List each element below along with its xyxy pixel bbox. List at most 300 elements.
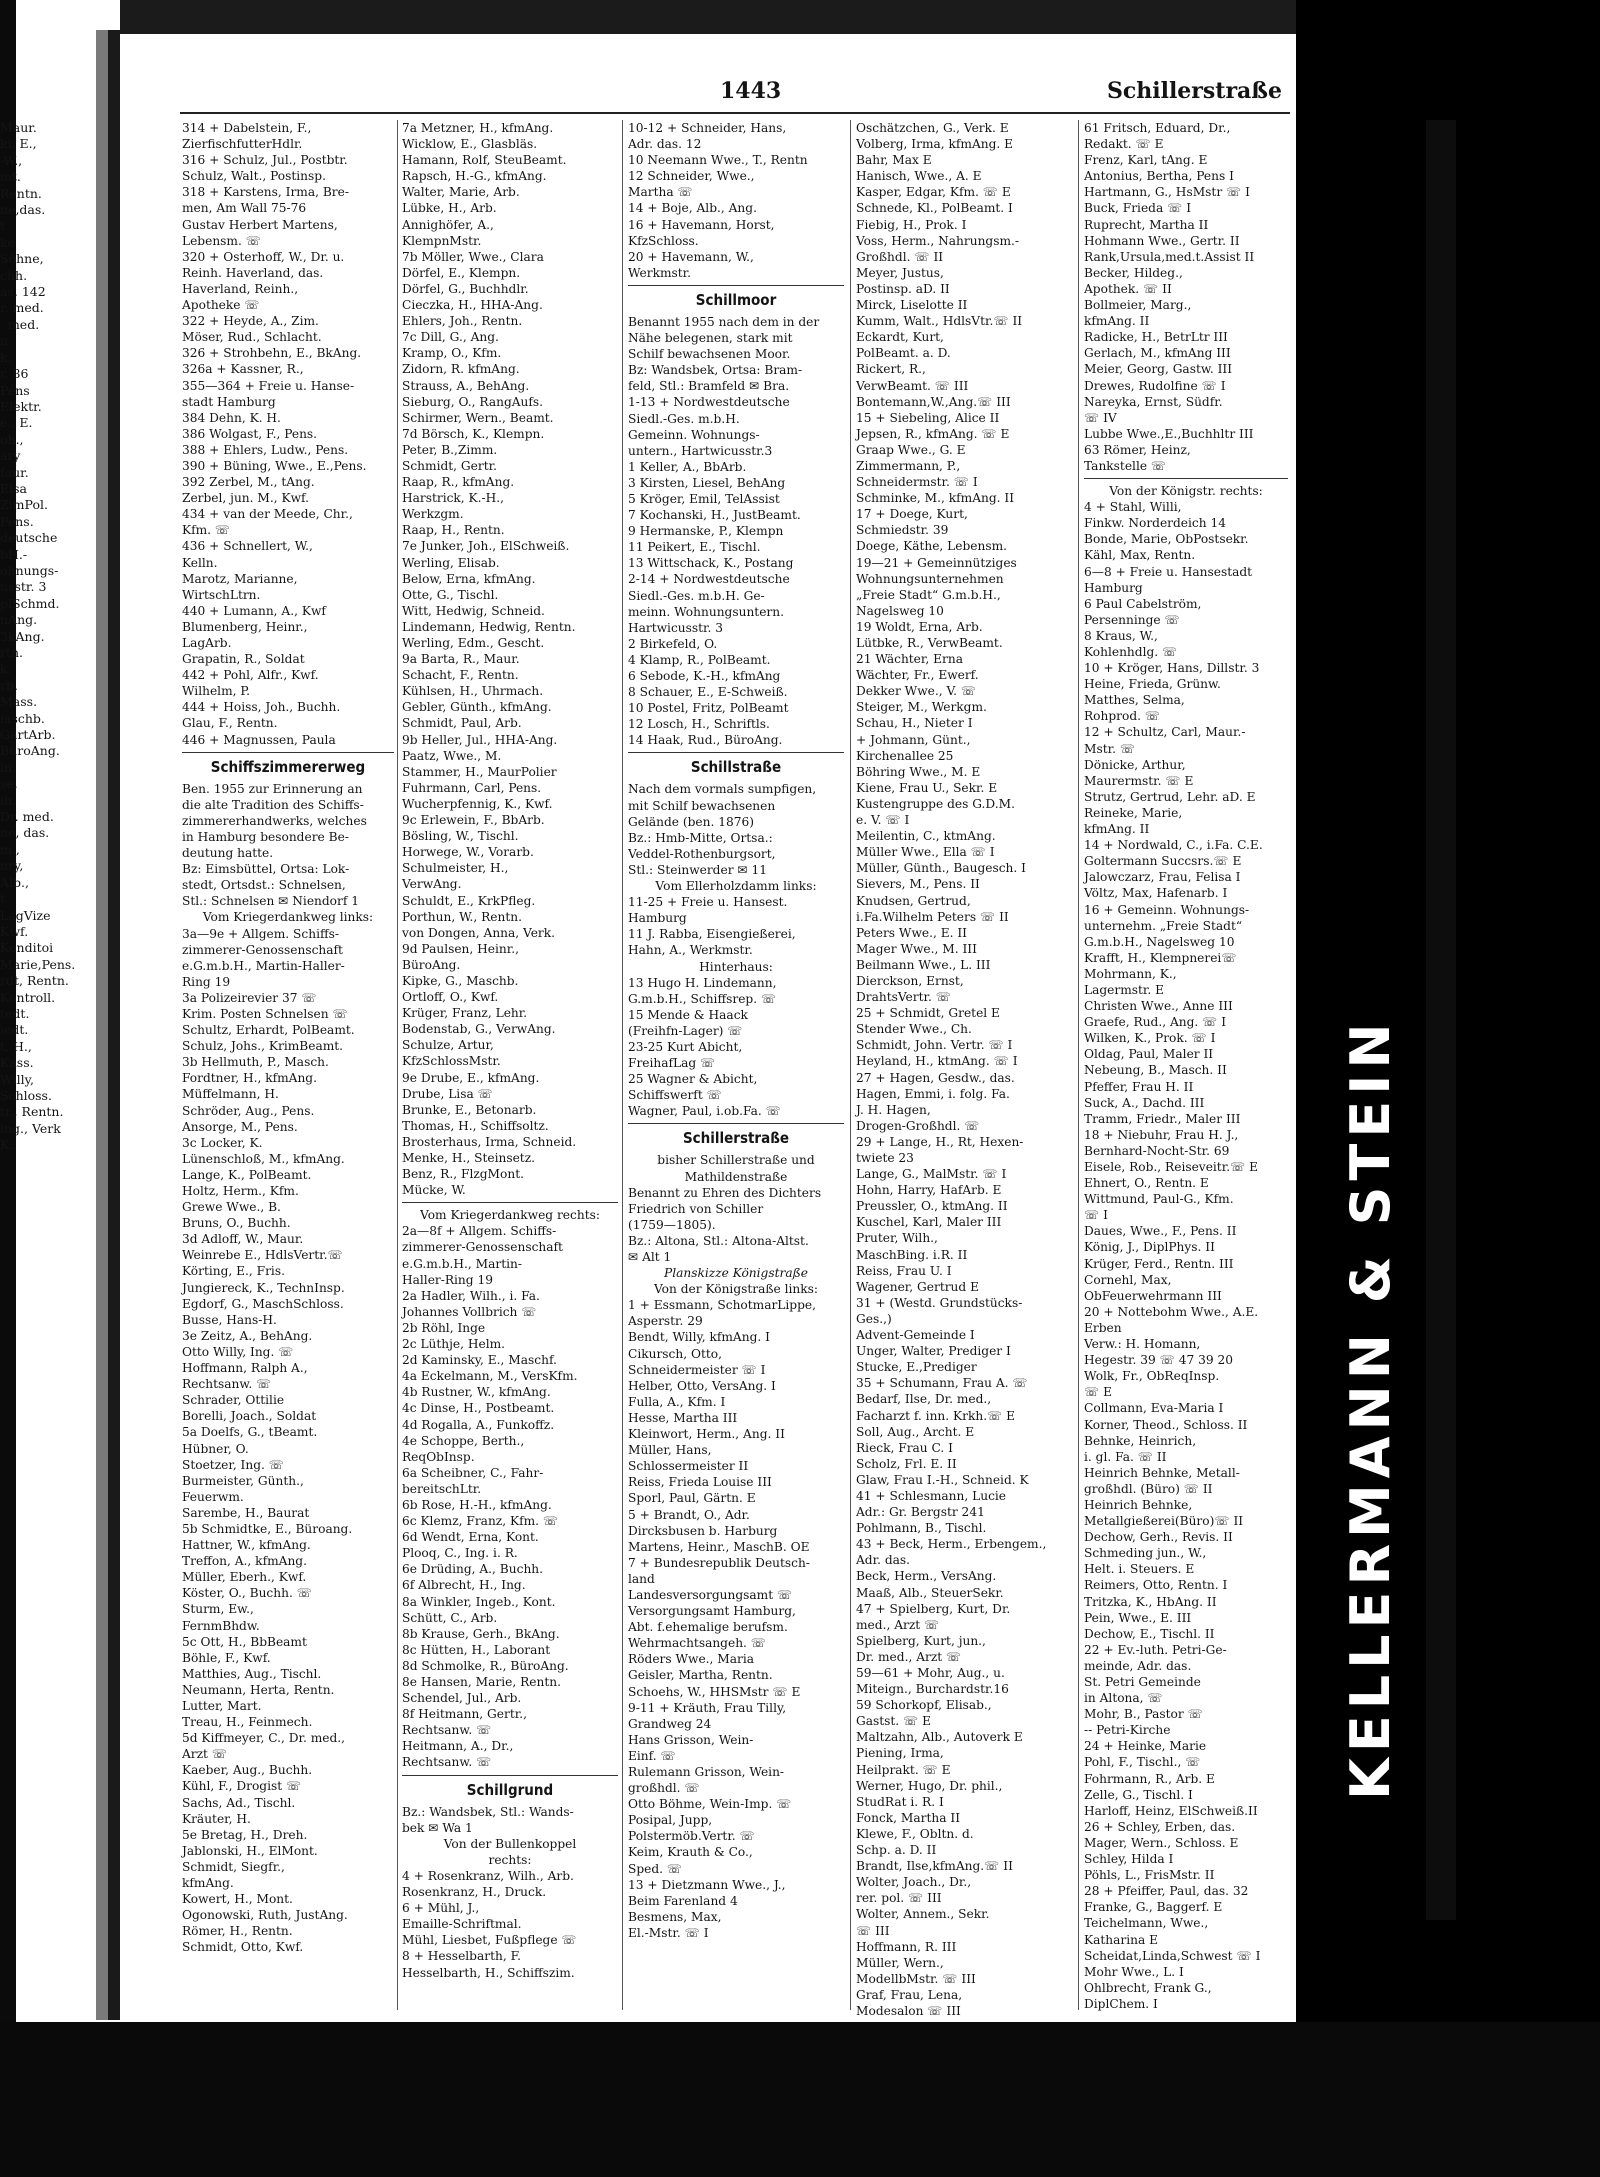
- directory-entry-line: großhdl. ☏: [628, 1781, 700, 1796]
- directory-entry-line: 10 + Kröger, Hans, Dillstr. 3: [1084, 661, 1260, 676]
- directory-entry-line: 17 + Doege, Kurt,: [856, 507, 968, 522]
- directory-entry-line: 20 + Havemann, W.,: [628, 249, 754, 264]
- directory-entry-line: Heinrich Behnke,: [1084, 1497, 1193, 1512]
- subsection-label: bisher Schillerstraße und: [657, 1153, 815, 1168]
- directory-entry-line: Schmidt, Gertr.: [402, 458, 497, 473]
- scan-bottom-background: [0, 2022, 1600, 2177]
- directory-entry-line: Pohlmann, B., Tischl.: [856, 1521, 987, 1536]
- directory-entry-line: Helber, Otto, VersAng. I: [628, 1378, 776, 1393]
- previous-page-fragment: nry,: [0, 858, 24, 874]
- directory-entry-line: Lubbe Wwe.,E.,Buchhltr III: [1084, 426, 1254, 441]
- directory-entry-line: Suck, A., Dachd. III: [1084, 1095, 1205, 1110]
- directory-entry-line: Schütt, C., Arb.: [402, 1610, 498, 1625]
- directory-entry-line: Schmidt, Paul, Arb.: [402, 716, 522, 731]
- directory-entry-line: VerwBeamt. ☏ III: [856, 378, 969, 393]
- directory-entry-line: Rulemann Grisson, Wein-: [628, 1765, 785, 1779]
- directory-entry-line: 6 Sebode, K.-H., kfmAng: [628, 669, 781, 683]
- directory-entry-line: Mühl, Liesbet, Fußpflege ☏: [402, 1933, 577, 1948]
- directory-entry-line: kfmAng. II: [1084, 314, 1150, 329]
- directory-entry-line: 7b Möller, Wwe., Clara: [402, 249, 544, 264]
- directory-entry-line: e.G.m.b.H., Martin-Haller-: [182, 958, 345, 973]
- previous-page-fragment: Rentn.: [0, 185, 42, 201]
- column-divider: [850, 120, 851, 2010]
- directory-entry-line: Römer, H., Rentn.: [182, 1924, 293, 1939]
- directory-entry-line: Graf, Frau, Lena,: [856, 1987, 963, 2002]
- directory-entry-line: Marotz, Marianne,: [182, 571, 298, 586]
- directory-entry-line: Piening, Irma,: [856, 1746, 944, 1761]
- directory-entry-line: Sped. ☏: [628, 1861, 683, 1876]
- directory-entry-line: Lange, K., PolBeamt.: [182, 1167, 312, 1182]
- directory-entry-line: 1 + Essmann, SchotmarLippe,: [628, 1298, 816, 1313]
- directory-entry-line: Neumann, Herta, Rentn.: [182, 1682, 335, 1697]
- directory-entry-line: die alte Tradition des Schiffs-: [182, 797, 364, 812]
- previous-page-fragment: oh.,: [0, 431, 24, 447]
- directory-entry-line: 35 + Schumann, Frau A. ☏: [856, 1376, 1028, 1391]
- page-number: 1443: [720, 78, 782, 104]
- directory-entry-line: Ruprecht, Martha II: [1084, 217, 1209, 232]
- directory-entry-line: Eisele, Rob., Reiseveitr.☏ E: [1084, 1160, 1259, 1174]
- directory-entry-line: Buck, Frieda ☏ I: [1084, 201, 1192, 216]
- directory-entry-line: Asperstr. 29: [628, 1314, 703, 1329]
- directory-entry-line: 4a Eckelmann, M., VersKfm.: [402, 1369, 578, 1384]
- directory-entry-line: Schultz, Erhardt, PolBeamt.: [182, 1023, 355, 1038]
- directory-entry-line: 6 Paul Cabelström,: [1084, 596, 1202, 611]
- directory-entry-line: 444 + Hoiss, Joh., Buchh.: [182, 700, 341, 715]
- previous-page-fragment: Marie,Pens.: [0, 956, 76, 972]
- directory-entry-line: Sieburg, O., RangAufs.: [402, 394, 544, 409]
- directory-entry-line: Hoffmann, R. III: [856, 1939, 957, 1954]
- directory-entry-line: Rechtsanw. ☏: [182, 1377, 272, 1392]
- directory-entry-line: Beilmann Wwe., L. III: [856, 957, 991, 972]
- directory-entry-line: 6—8 + Freie u. Hansestadt: [1084, 564, 1253, 579]
- directory-column-2: [402, 120, 618, 2010]
- directory-entry-line: Wilhelm, P.: [182, 684, 250, 699]
- directory-entry-line: Rosenkranz, H., Druck.: [402, 1885, 547, 1900]
- directory-entry-line: 29 + Lange, H., Rt, Hexen-: [856, 1134, 1024, 1149]
- directory-entry-line: Graap Wwe., G. E: [856, 442, 966, 457]
- directory-entry-line: ReqObInsp.: [402, 1449, 475, 1464]
- directory-entry-line: 28 + Pfeiffer, Paul, das. 32: [1084, 1884, 1249, 1899]
- previous-page-fragment: rb.: [0, 677, 18, 693]
- previous-page-fragment: Pens.: [0, 513, 34, 529]
- directory-entry-line: Stoetzer, Ing. ☏: [182, 1457, 285, 1472]
- directory-entry-line: Strauss, A., BehAng.: [402, 378, 530, 393]
- subsection-label: Von der Königstraße links:: [654, 1282, 818, 1297]
- directory-entry-line: 316 + Schulz, Jul., Postbtr.: [182, 153, 348, 168]
- directory-entry-line: Harstrick, K.-H.,: [402, 491, 505, 506]
- directory-entry-line: Radicke, H., BetrLtr III: [1084, 330, 1228, 345]
- directory-entry-line: Jalowczarz, Frau, Felisa I: [1084, 870, 1241, 885]
- directory-entry-line: Einf. ☏: [628, 1748, 676, 1763]
- directory-entry-line: Doege, Käthe, Lebensm.: [856, 539, 1008, 554]
- page-top-shadow: [120, 0, 1296, 34]
- directory-entry-line: Weinrebe E., HdlsVertr.☏: [182, 1248, 343, 1263]
- directory-entry-line: 5a Doelfs, G., tBeamt.: [182, 1425, 318, 1440]
- previous-page-fragment: Kass.: [0, 1055, 34, 1071]
- directory-entry-line: Treau, H., Feinmech.: [182, 1715, 313, 1730]
- directory-entry-line: Wicklow, E., Glasbläs.: [402, 137, 538, 152]
- directory-entry-line: Hahn, A., Werkmstr.: [628, 943, 753, 958]
- directory-entry-line: (Freihfn-Lager) ☏: [628, 1023, 743, 1038]
- directory-entry-line: 7e Junker, Joh., ElSchweiß.: [402, 539, 570, 554]
- directory-entry-line: 3b Hellmuth, P., Masch.: [182, 1055, 329, 1070]
- directory-entry-line: G.m.b.H., Schiffsrep. ☏: [628, 991, 777, 1006]
- directory-entry-line: 11 J. Rabba, Eisengießerei,: [628, 927, 796, 942]
- directory-entry-line: Mager, Wern., Schloss. E: [1084, 1835, 1239, 1850]
- directory-entry-line: Dönicke, Arthur,: [1084, 757, 1186, 772]
- section-separator: [628, 752, 844, 753]
- previous-page-fragment: Kwf.: [0, 923, 29, 939]
- directory-entry-line: Sarembe, H., Baurat: [182, 1505, 310, 1520]
- directory-entry-line: Pöhls, L., FrisMstr. II: [1084, 1868, 1215, 1883]
- directory-entry-line: Zimmermann, P.,: [856, 458, 961, 473]
- directory-entry-line: Nebeung, B., Masch. II: [1084, 1063, 1227, 1078]
- directory-entry-line: Kasper, Edgar, Kfm. ☏ E: [856, 185, 1011, 200]
- directory-entry-line: Sachs, Ad., Tischl.: [182, 1795, 296, 1810]
- directory-entry-line: Ges.,): [856, 1311, 892, 1326]
- directory-entry-line: Lütbke, R., VerwBeamt.: [856, 636, 1003, 650]
- directory-entry-line: Apotheke ☏: [182, 298, 260, 313]
- directory-entry-line: Persenninge ☏: [1084, 612, 1180, 627]
- directory-entry-line: i.Fa.Wilhelm Peters ☏ II: [856, 909, 1009, 924]
- directory-entry-line: 436 + Schnellert, W.,: [182, 539, 313, 554]
- directory-entry-line: Kustengruppe des G.D.M.: [856, 796, 1015, 811]
- directory-entry-line: Porthun, W., Rentn.: [402, 909, 522, 924]
- directory-entry-line: FreihafLag ☏: [628, 1056, 716, 1071]
- directory-entry-line: Hoffmann, Ralph A.,: [182, 1361, 308, 1376]
- directory-entry-line: Fulla, A., Kfm. I: [628, 1394, 726, 1409]
- directory-entry-line: Voss, Herm., Nahrungsm.-: [856, 233, 1020, 248]
- directory-entry-line: 22 + Ev.-luth. Petri-Ge-: [1084, 1642, 1227, 1657]
- directory-entry-line: Hartmann, G., HsMstr ☏ I: [1084, 185, 1250, 200]
- directory-entry-line: Wagner, Paul, i.ob.Fa. ☏: [628, 1104, 781, 1119]
- directory-entry-line: Volberg, Irma, kfmAng. E: [856, 137, 1014, 152]
- directory-entry-line: Cieczka, H., HHA-Ang.: [402, 298, 543, 313]
- directory-entry-line: Brunke, E., Betonarb.: [402, 1102, 537, 1117]
- directory-entry-line: Schendel, Jul., Arb.: [402, 1691, 522, 1706]
- directory-entry-line: Dörfel, G., Buchhdlr.: [402, 281, 529, 296]
- previous-page-fragment: r. med.: [0, 300, 44, 316]
- directory-entry-line: Jablonski, H., ElMont.: [182, 1843, 318, 1858]
- directory-entry-line: Dr. med., Arzt ☏: [856, 1649, 962, 1664]
- street-heading: Schillstraße: [690, 758, 782, 777]
- directory-entry-line: 5c Ott, H., BbBeamt: [182, 1634, 307, 1649]
- directory-entry-line: Friedrich von Schiller: [628, 1201, 764, 1216]
- directory-entry-line: unternehm. „Freie Stadt“: [1084, 918, 1243, 933]
- directory-entry-line: Schulz, Johs., KrimBeamt.: [182, 1039, 344, 1054]
- directory-entry-line: Klewe, F., Obltn. d.: [856, 1826, 974, 1841]
- previous-page-fragment: usstr. 3: [0, 579, 47, 595]
- directory-entry-line: Schiffswerft ☏: [628, 1088, 722, 1103]
- directory-entry-line: Krüger, Franz, Lehr.: [402, 1006, 528, 1021]
- directory-entry-line: 4 + Stahl, Willi,: [1084, 500, 1182, 515]
- directory-entry-line: Werner, Hugo, Dr. phil.,: [856, 1778, 1003, 1793]
- directory-entry-line: Benz, R., FlzgMont.: [402, 1167, 524, 1182]
- directory-entry-line: 8f Heitmann, Gertr.,: [402, 1707, 527, 1722]
- directory-entry-line: 5d Kiffmeyer, C., Dr. med.,: [182, 1731, 346, 1746]
- directory-entry-line: 9b Heller, Jul., HHA-Ang.: [402, 732, 558, 747]
- directory-entry-line: 63 Römer, Heinz,: [1084, 442, 1191, 457]
- directory-entry-line: Lübke, H., Arb.: [402, 201, 497, 216]
- directory-entry-line: Gelände (ben. 1876): [628, 814, 754, 829]
- directory-entry-line: Egdorf, G., MaschSchloss.: [182, 1296, 344, 1311]
- directory-entry-line: Heinrich Behnke, Metall-: [1084, 1465, 1240, 1480]
- directory-entry-line: 43 + Beck, Herm., Erbengem.,: [856, 1537, 1047, 1552]
- directory-entry-line: Haller-Ring 19: [402, 1272, 493, 1287]
- directory-entry-line: 392 Zerbel, M., tAng.: [182, 475, 315, 490]
- edge-tab-text: KELLERMANN & STEIN: [1339, 1017, 1402, 1800]
- previous-page-fragment: as. 142: [0, 284, 46, 300]
- directory-entry-line: 3e Zeitz, A., BehAng.: [182, 1328, 313, 1343]
- directory-entry-line: VerwAng.: [402, 877, 462, 892]
- directory-entry-line: Schrader, Ottilie: [182, 1393, 285, 1408]
- section-separator: [182, 752, 394, 753]
- directory-entry-line: Schirmer, Wern., Beamt.: [402, 410, 554, 425]
- directory-entry-line: Harloff, Heinz, ElSchweiß.II: [1084, 1803, 1258, 1818]
- directory-entry-line: 6e Drüding, A., Buchh.: [402, 1562, 544, 1577]
- directory-entry-line: Otte, G., Tischl.: [402, 587, 499, 602]
- directory-entry-line: Korner, Theod., Schloss. II: [1084, 1417, 1248, 1432]
- directory-entry-line: land: [628, 1571, 655, 1586]
- directory-entry-line: Christen Wwe., Anne III: [1084, 999, 1233, 1014]
- directory-entry-line: Heine, Frieda, Grünw.: [1084, 677, 1221, 692]
- section-separator: [1084, 478, 1288, 479]
- directory-entry-line: Reimers, Otto, Rentn. I: [1084, 1578, 1228, 1593]
- directory-entry-line: ☏ III: [856, 1923, 890, 1938]
- directory-entry-line: Zidorn, R. kfmAng.: [402, 362, 520, 377]
- directory-entry-line: Annighöfer, A.,: [402, 217, 494, 232]
- directory-entry-line: 12 Losch, H., Schriftls.: [628, 717, 770, 732]
- directory-entry-line: 314 + Dabelstein, F.,: [182, 121, 312, 135]
- directory-entry-line: Nagelsweg 10: [856, 603, 944, 618]
- directory-entry-line: Rechtsanw. ☏: [402, 1755, 492, 1770]
- directory-entry-line: Kiene, Frau U., Sekr. E: [856, 780, 998, 795]
- directory-entry-line: Frenz, Karl, tAng. E: [1084, 153, 1208, 168]
- directory-entry-line: Mstr. ☏: [1084, 741, 1136, 756]
- directory-entry-line: Mohr Wwe., L. I: [1084, 1964, 1184, 1979]
- directory-entry-line: Wehrmachtsangeh. ☏: [628, 1636, 767, 1651]
- directory-entry-line: Bz.: Altona, Stl.: Altona-Altst.: [628, 1233, 809, 1248]
- previous-page-fragment: ohnungs-: [0, 562, 59, 578]
- directory-entry-line: Stucke, E.,Prediger: [856, 1360, 977, 1375]
- directory-entry-line: 41 + Schlesmann, Lucie: [856, 1488, 1007, 1503]
- subsection-label: Von der Bullenkoppel: [443, 1836, 577, 1851]
- directory-entry-line: Dörfel, E., Klempn.: [402, 265, 521, 280]
- directory-entry-line: 16 + Havemann, Horst,: [628, 217, 775, 232]
- directory-entry-line: 2d Kaminsky, E., Maschf.: [402, 1353, 557, 1368]
- previous-page-fragment: ne, das.: [0, 825, 50, 841]
- directory-entry-line: StudRat i. R. I: [856, 1794, 944, 1809]
- directory-entry-line: zimmerer-Genossenschaft: [182, 942, 343, 957]
- directory-entry-line: 11-25 + Freie u. Hansest.: [628, 895, 788, 910]
- directory-entry-line: Strutz, Gertrud, Lehr. aD. E: [1084, 789, 1256, 804]
- directory-entry-line: Mücke, W.: [402, 1183, 466, 1198]
- directory-entry-line: 9e Drube, E., kfmAng.: [402, 1070, 540, 1085]
- directory-entry-line: Blumenberg, Heinr.,: [182, 619, 308, 634]
- previous-page-fragment: faur.: [0, 464, 29, 480]
- previous-page-fragment: nAng.: [0, 612, 38, 628]
- directory-entry-line: Peter, B.,Zimm.: [402, 442, 498, 457]
- directory-entry-line: bereitschLtr.: [402, 1481, 482, 1496]
- directory-entry-line: Wucherpfennig, K., Kwf.: [402, 796, 553, 811]
- directory-entry-line: 442 + Pohl, Alfr., Kwf.: [182, 668, 319, 683]
- previous-page-fragment: Elsa: [0, 480, 27, 496]
- directory-entry-line: men, Am Wall 75-76: [182, 201, 307, 216]
- directory-entry-line: feld, Stl.: Bramfeld ✉ Bra.: [628, 379, 790, 394]
- directory-entry-line: Werling, Edm., Gescht.: [402, 636, 545, 650]
- directory-entry-line: Drewes, Rudolfine ☏ I: [1084, 378, 1226, 393]
- directory-entry-line: Goltermann Succsrs.☏ E: [1084, 854, 1242, 869]
- directory-entry-line: Kuschel, Karl, Maler III: [856, 1215, 1002, 1230]
- directory-entry-line: Oschätzchen, G., Verk. E: [856, 121, 1009, 135]
- directory-entry-line: 6b Rose, H.-H., kfmAng.: [402, 1497, 552, 1512]
- directory-entry-line: Besmens, Max,: [628, 1909, 722, 1924]
- directory-entry-line: 10-12 + Schneider, Hans,: [628, 121, 787, 135]
- directory-entry-line: Brandt, Ilse,kfmAng.☏ II: [856, 1859, 1013, 1874]
- directory-entry-line: meinn. Wohnungsuntern.: [628, 604, 784, 619]
- directory-entry-line: 20 + Nottebohm Wwe., A.E.: [1084, 1304, 1259, 1319]
- directory-entry-line: 8 Schauer, E., E-Schweiß.: [628, 685, 788, 700]
- directory-entry-line: ModellbMstr. ☏ III: [856, 1971, 976, 1986]
- directory-entry-line: Busse, Hans-H.: [182, 1312, 277, 1327]
- subsection-label: Vom Kriegerdankweg rechts:: [420, 1208, 600, 1223]
- directory-entry-line: Rechtsanw. ☏: [402, 1723, 492, 1738]
- directory-entry-line: Plooq, C., Ing. i. R.: [402, 1546, 518, 1561]
- street-heading: Schillerstraße: [682, 1129, 790, 1148]
- directory-entry-line: Drogen-Großhdl. ☏: [856, 1118, 980, 1133]
- directory-entry-line: Jungiereck, K., TechnInsp.: [182, 1280, 345, 1295]
- directory-entry-line: Kumm, Walt., HdlsVtr.☏ II: [856, 314, 1023, 329]
- directory-entry-line: Pein, Wwe., E. III: [1084, 1610, 1192, 1625]
- directory-entry-line: Nähe belegenen, stark mit: [628, 331, 793, 346]
- directory-entry-line: Pohl, F., Tischl., ☏: [1084, 1755, 1201, 1770]
- directory-entry-line: Borelli, Joach., Soldat: [182, 1409, 317, 1424]
- directory-entry-line: Finkw. Norderdeich 14: [1084, 516, 1226, 531]
- directory-entry-line: FernmBhdw.: [182, 1618, 260, 1633]
- directory-entry-line: Reiss, Frau U. I: [856, 1263, 952, 1278]
- directory-entry-line: Abt. f.ehemalige berufsm.: [628, 1620, 788, 1635]
- directory-entry-line: 440 + Lumann, A., Kwf: [182, 603, 326, 618]
- directory-entry-line: ☏ IV: [1084, 410, 1117, 425]
- directory-entry-line: 320 + Osterhoff, W., Dr. u.: [182, 249, 345, 264]
- previous-page-fragment: bH.-: [0, 546, 28, 562]
- directory-entry-line: 326 + Strohbehn, E., BkAng.: [182, 346, 362, 361]
- directory-entry-line: Schacht, F., Rentn.: [402, 668, 519, 683]
- directory-entry-line: Fuhrmann, Carl, Pens.: [402, 780, 542, 795]
- column-divider: [1078, 120, 1079, 2010]
- directory-entry-line: Schulz, Walt., Postinsp.: [182, 169, 326, 184]
- directory-entry-line: Jepsen, R., kfmAng. ☏ E: [856, 426, 1010, 441]
- directory-entry-line: Bollmeier, Marg.,: [1084, 298, 1192, 313]
- directory-entry-line: 5 + Brandt, O., Adr.: [628, 1507, 750, 1522]
- directory-entry-line: 6f Albrecht, H., Ing.: [402, 1578, 526, 1593]
- directory-entry-line: Walter, Marie, Arb.: [402, 185, 520, 200]
- directory-entry-line: Mohrmann, K.,: [1084, 966, 1177, 981]
- directory-entry-line: 384 Dehn, K. H.: [182, 410, 281, 425]
- directory-entry-line: Schilf bewachsenen Moor.: [628, 347, 791, 362]
- directory-entry-line: Bz.: Hmb-Mitte, Ortsa.:: [628, 830, 773, 845]
- directory-entry-line: + Johmann, Günt.,: [856, 732, 971, 747]
- directory-entry-line: Lebensm. ☏: [182, 233, 261, 248]
- directory-entry-line: Ohlbrecht, Frank G.,: [1084, 1980, 1212, 1995]
- subsection-label: Hinterhaus:: [699, 959, 773, 974]
- directory-entry-line: 2a—8f + Allgem. Schiffs-: [402, 1224, 557, 1239]
- directory-entry-line: Tankstelle ☏: [1084, 458, 1167, 473]
- directory-entry-line: Martha ☏: [628, 185, 693, 200]
- directory-entry-line: 9c Erlewein, F., BbArb.: [402, 813, 545, 828]
- directory-entry-line: Schmidt, John. Vertr. ☏ I: [856, 1038, 1013, 1053]
- previous-page-fragment: Pens: [0, 382, 30, 398]
- directory-entry-line: 27 + Hagen, Gesdw., das.: [856, 1070, 1015, 1085]
- directory-entry-line: 18 + Niebuhr, Frau H. J.,: [1084, 1127, 1239, 1142]
- previous-page-fragment: m.,: [0, 841, 20, 857]
- directory-entry-line: Siedl.-Ges. m.b.H. Ge-: [628, 588, 765, 603]
- directory-entry-line: 390 + Büning, Wwe., E.,Pens.: [182, 458, 367, 473]
- directory-entry-line: Adr. das. 12: [628, 137, 702, 152]
- directory-entry-line: 15 + Siebeling, Alice II: [856, 410, 1000, 425]
- previous-page-fragment: ki, E.,: [0, 136, 37, 152]
- directory-entry-line: Heilprakt. ☏ E: [856, 1762, 951, 1777]
- previous-page-fragment: BüroAng.: [0, 743, 60, 759]
- directory-entry-line: Schminke, M., kfmAng. II: [856, 491, 1015, 506]
- directory-entry-line: Hamburg: [628, 911, 687, 926]
- directory-entry-line: Verw.: H. Homann,: [1084, 1337, 1201, 1352]
- directory-entry-line: Hegestr. 39 ☏ 47 39 20: [1084, 1353, 1234, 1368]
- directory-entry-line: e.G.m.b.H., Martin-: [402, 1256, 522, 1271]
- directory-entry-line: Erben: [1084, 1320, 1122, 1335]
- directory-entry-line: Grapatin, R., Soldat: [182, 652, 305, 667]
- directory-entry-line: 2c Lüthje, Helm.: [402, 1337, 506, 1352]
- directory-entry-line: 24 + Heinke, Marie: [1084, 1739, 1207, 1754]
- directory-entry-line: Preussler, O., ktmAng. II: [856, 1199, 1008, 1214]
- subsection-label: Von der Königstr. rechts:: [1109, 484, 1263, 499]
- directory-entry-line: 322 + Heyde, A., Zim.: [182, 314, 319, 329]
- directory-entry-line: 10 Postel, Fritz, PolBeamt: [628, 701, 789, 716]
- previous-page-fragment: deutsche: [0, 530, 58, 546]
- directory-entry-line: Kirchenallee 25: [856, 748, 954, 763]
- directory-entry-line: Steiger, M., Werkgm.: [856, 700, 987, 715]
- directory-entry-line: St. Petri Gemeinde: [1084, 1675, 1201, 1689]
- directory-entry-line: Sievers, M., Pens. II: [856, 877, 980, 892]
- directory-entry-line: 14 + Boje, Alb., Ang.: [628, 201, 757, 216]
- directory-entry-line: Grandweg 24: [628, 1716, 712, 1731]
- directory-entry-line: Raap, R., kfmAng.: [402, 475, 515, 490]
- previous-page-fragment: ne,das.: [0, 202, 46, 218]
- directory-entry-line: 388 + Ehlers, Ludw., Pens.: [182, 442, 349, 457]
- section-separator: [402, 1202, 618, 1203]
- directory-entry-line: Versorgungsamt Hamburg,: [628, 1604, 796, 1619]
- previous-page-fragment: k.: [0, 661, 12, 677]
- directory-entry-line: Helt. i. Steuers. E: [1084, 1562, 1195, 1577]
- directory-entry-line: Fiebig, H., Prok. I: [856, 217, 967, 232]
- directory-entry-line: Ehnert, O., Rentn. E: [1084, 1176, 1209, 1191]
- directory-entry-line: Dierckson, Ernst,: [856, 973, 964, 988]
- directory-entry-line: kfmAng. II: [1084, 822, 1150, 837]
- directory-entry-line: Schmidt, Otto, Kwf.: [182, 1940, 304, 1955]
- directory-entry-line: Spielberg, Kurt, jun.,: [856, 1633, 986, 1648]
- directory-entry-line: 386 Wolgast, F., Pens.: [182, 426, 318, 441]
- directory-entry-line: Eckardt, Kurt,: [856, 330, 944, 345]
- directory-entry-line: mit Schilf bewachsenen: [628, 798, 776, 813]
- directory-entry-line: 59 Schorkopf, Elisab.,: [856, 1698, 992, 1713]
- directory-entry-line: Schnede, Kl., PolBeamt. I: [856, 201, 1013, 216]
- directory-entry-line: stadt Hamburg: [182, 394, 276, 409]
- directory-entry-line: Müller, Eberh., Kwf.: [182, 1570, 307, 1585]
- directory-entry-line: 2 Birkefeld, O.: [628, 636, 718, 651]
- directory-entry-line: Lagermstr. E: [1084, 982, 1165, 997]
- directory-entry-line: Scheidat,Linda,Schwest ☏ I: [1084, 1948, 1261, 1963]
- directory-entry-line: 434 + van der Meede, Chr.,: [182, 507, 353, 522]
